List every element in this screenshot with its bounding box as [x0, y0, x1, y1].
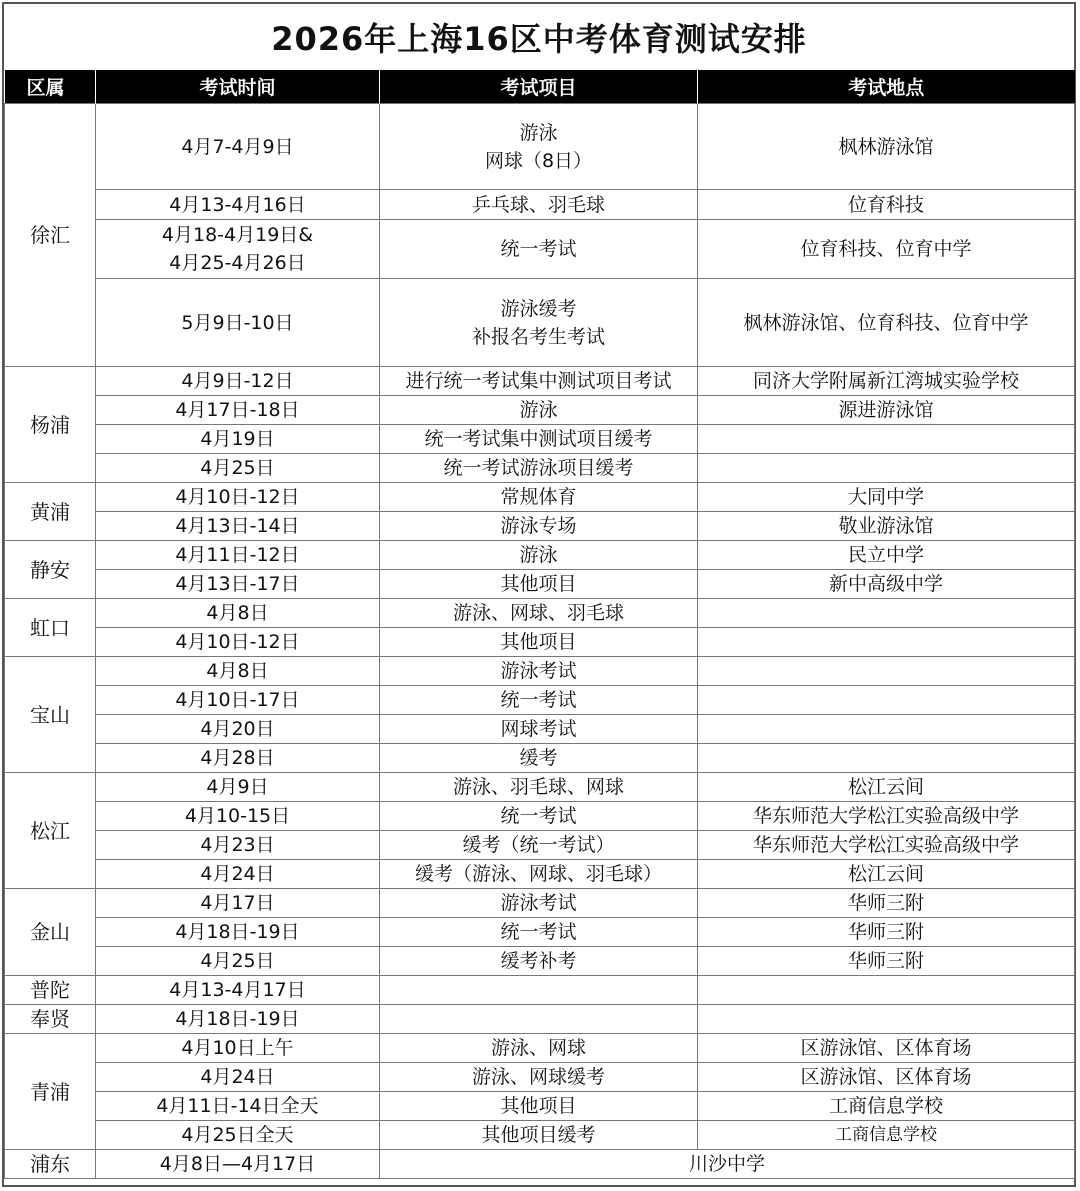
time-cell: 4月7-4月9日	[96, 104, 380, 190]
location-cell: 松江云间	[698, 773, 1075, 802]
time-cell: 4月19日	[96, 425, 380, 454]
page-title: 2026年上海16区中考体育测试安排	[271, 20, 807, 58]
table-row	[5, 657, 1075, 686]
time-cell: 4月10日上午	[96, 1034, 380, 1063]
time-cell: 4月23日	[96, 831, 380, 860]
table-row	[5, 190, 1075, 220]
item-cell: 游泳、网球缓考	[380, 1063, 698, 1092]
table-row	[5, 976, 1075, 1005]
district-cell: 杨浦	[5, 367, 96, 483]
time-cell: 4月17日	[96, 889, 380, 918]
district-cell: 静安	[5, 541, 96, 599]
item-cell: 统一考试	[380, 686, 698, 715]
time-cell: 4月25日	[96, 947, 380, 976]
time-cell: 4月10日-12日	[96, 483, 380, 512]
location-cell	[698, 628, 1075, 657]
item-cell: 乒乓球、羽毛球	[380, 190, 698, 220]
table-row	[5, 1121, 1075, 1150]
table-row	[5, 686, 1075, 715]
table-row	[5, 1092, 1075, 1121]
time-cell: 4月8日	[96, 657, 380, 686]
table-row	[5, 773, 1075, 802]
time-cell: 4月13-4月17日	[96, 976, 380, 1005]
schedule-table	[4, 70, 1075, 1179]
item-cell: 统一考试	[380, 802, 698, 831]
schedule-sheet	[2, 2, 1076, 1187]
header-item: 考试项目	[380, 70, 698, 104]
table-row	[5, 104, 1075, 190]
time-cell: 4月18日-19日	[96, 918, 380, 947]
table-row	[5, 220, 1075, 279]
table-row	[5, 512, 1075, 541]
item-cell: 统一考试集中测试项目缓考	[380, 425, 698, 454]
item-cell	[380, 976, 698, 1005]
location-cell: 工商信息学校	[698, 1092, 1075, 1121]
item-cell: 游泳	[380, 396, 698, 425]
table-row	[5, 1034, 1075, 1063]
time-cell: 4月10日-12日	[96, 628, 380, 657]
location-cell: 源进游泳馆	[698, 396, 1075, 425]
time-cell: 4月28日	[96, 744, 380, 773]
location-cell	[698, 686, 1075, 715]
item-cell: 缓考（统一考试）	[380, 831, 698, 860]
location-cell: 同济大学附属新江湾城实验学校	[698, 367, 1075, 396]
location-cell: 华师三附	[698, 947, 1075, 976]
item-cell	[380, 1005, 698, 1034]
time-cell: 4月18日-19日	[96, 1005, 380, 1034]
item-cell: 游泳、网球	[380, 1034, 698, 1063]
time-cell: 4月17日-18日	[96, 396, 380, 425]
table-row	[5, 918, 1075, 947]
item-cell: 游泳考试	[380, 889, 698, 918]
district-cell: 虹口	[5, 599, 96, 657]
time-cell: 4月18-4月19日& 4月25-4月26日	[96, 220, 380, 279]
item-cell: 其他项目	[380, 628, 698, 657]
item-cell: 缓考（游泳、网球、羽毛球）	[380, 860, 698, 889]
item-cell: 统一考试	[380, 220, 698, 279]
time-cell: 4月24日	[96, 860, 380, 889]
table-row	[5, 279, 1075, 367]
district-cell: 青浦	[5, 1034, 96, 1150]
item-cell: 缓考补考	[380, 947, 698, 976]
item-cell: 游泳 网球（8日）	[380, 104, 698, 190]
time-cell: 4月13-4月16日	[96, 190, 380, 220]
time-cell: 4月20日	[96, 715, 380, 744]
location-cell: 民立中学	[698, 541, 1075, 570]
location-cell: 松江云间	[698, 860, 1075, 889]
location-cell	[698, 976, 1075, 1005]
table-row	[5, 889, 1075, 918]
item-cell: 常规体育	[380, 483, 698, 512]
table-row	[5, 947, 1075, 976]
item-cell: 游泳缓考 补报名考生考试	[380, 279, 698, 367]
table-row	[5, 367, 1075, 396]
time-cell: 4月13日-17日	[96, 570, 380, 599]
table-row	[5, 396, 1075, 425]
location-cell: 新中高级中学	[698, 570, 1075, 599]
table-row	[5, 1063, 1075, 1092]
location-cell	[698, 1005, 1075, 1034]
table-row	[5, 715, 1075, 744]
location-cell: 华东师范大学松江实验高级中学	[698, 831, 1075, 860]
item-cell: 统一考试游泳项目缓考	[380, 454, 698, 483]
location-cell: 位育科技、位育中学	[698, 220, 1075, 279]
location-cell: 枫林游泳馆	[698, 104, 1075, 190]
time-cell: 4月10-15日	[96, 802, 380, 831]
time-cell: 4月11日-12日	[96, 541, 380, 570]
time-cell: 4月10日-17日	[96, 686, 380, 715]
district-cell: 徐汇	[5, 104, 96, 367]
item-cell: 其他项目	[380, 570, 698, 599]
district-cell: 浦东	[5, 1150, 96, 1179]
district-cell: 宝山	[5, 657, 96, 773]
location-cell: 华师三附	[698, 889, 1075, 918]
item-cell: 游泳专场	[380, 512, 698, 541]
table-row	[5, 1005, 1075, 1034]
table-row	[5, 454, 1075, 483]
header-location: 考试地点	[698, 70, 1075, 104]
location-cell: 大同中学	[698, 483, 1075, 512]
location-cell	[698, 715, 1075, 744]
item-cell: 其他项目	[380, 1092, 698, 1121]
merged-cell: 川沙中学	[380, 1150, 1075, 1179]
location-cell	[698, 744, 1075, 773]
location-cell: 敬业游泳馆	[698, 512, 1075, 541]
item-cell: 游泳、羽毛球、网球	[380, 773, 698, 802]
location-cell: 华师三附	[698, 918, 1075, 947]
time-cell: 4月24日	[96, 1063, 380, 1092]
table-row	[5, 483, 1075, 512]
time-cell: 4月25日	[96, 454, 380, 483]
item-cell: 统一考试	[380, 918, 698, 947]
location-cell: 华东师范大学松江实验高级中学	[698, 802, 1075, 831]
time-cell: 4月8日—4月17日	[96, 1150, 380, 1179]
header-time: 考试时间	[96, 70, 380, 104]
time-cell: 4月13日-14日	[96, 512, 380, 541]
item-cell: 游泳	[380, 541, 698, 570]
table-row	[5, 541, 1075, 570]
district-cell: 松江	[5, 773, 96, 889]
location-cell	[698, 425, 1075, 454]
time-cell: 4月8日	[96, 599, 380, 628]
table-row	[5, 570, 1075, 599]
time-cell: 4月11日-14日全天	[96, 1092, 380, 1121]
location-cell	[698, 657, 1075, 686]
location-cell	[698, 454, 1075, 483]
table-row	[5, 425, 1075, 454]
location-cell: 工商信息学校	[698, 1121, 1075, 1150]
district-cell: 奉贤	[5, 1005, 96, 1034]
item-cell: 网球考试	[380, 715, 698, 744]
item-cell: 游泳、网球、羽毛球	[380, 599, 698, 628]
table-row	[5, 1150, 1075, 1179]
table-row	[5, 831, 1075, 860]
table-row	[5, 628, 1075, 657]
header-district: 区属	[5, 70, 96, 104]
item-cell: 缓考	[380, 744, 698, 773]
table-row	[5, 744, 1075, 773]
table-row	[5, 860, 1075, 889]
item-cell: 其他项目缓考	[380, 1121, 698, 1150]
district-cell: 普陀	[5, 976, 96, 1005]
time-cell: 4月25日全天	[96, 1121, 380, 1150]
location-cell: 位育科技	[698, 190, 1075, 220]
item-cell: 进行统一考试集中测试项目考试	[380, 367, 698, 396]
table-row	[5, 599, 1075, 628]
location-cell: 枫林游泳馆、位育科技、位育中学	[698, 279, 1075, 367]
district-cell: 金山	[5, 889, 96, 976]
header-row	[5, 70, 1075, 104]
time-cell: 5月9日-10日	[96, 279, 380, 367]
location-cell: 区游泳馆、区体育场	[698, 1034, 1075, 1063]
location-cell: 区游泳馆、区体育场	[698, 1063, 1075, 1092]
table-row	[5, 802, 1075, 831]
district-cell: 黄浦	[5, 483, 96, 541]
time-cell: 4月9日	[96, 773, 380, 802]
item-cell: 游泳考试	[380, 657, 698, 686]
location-cell	[698, 599, 1075, 628]
time-cell: 4月9日-12日	[96, 367, 380, 396]
